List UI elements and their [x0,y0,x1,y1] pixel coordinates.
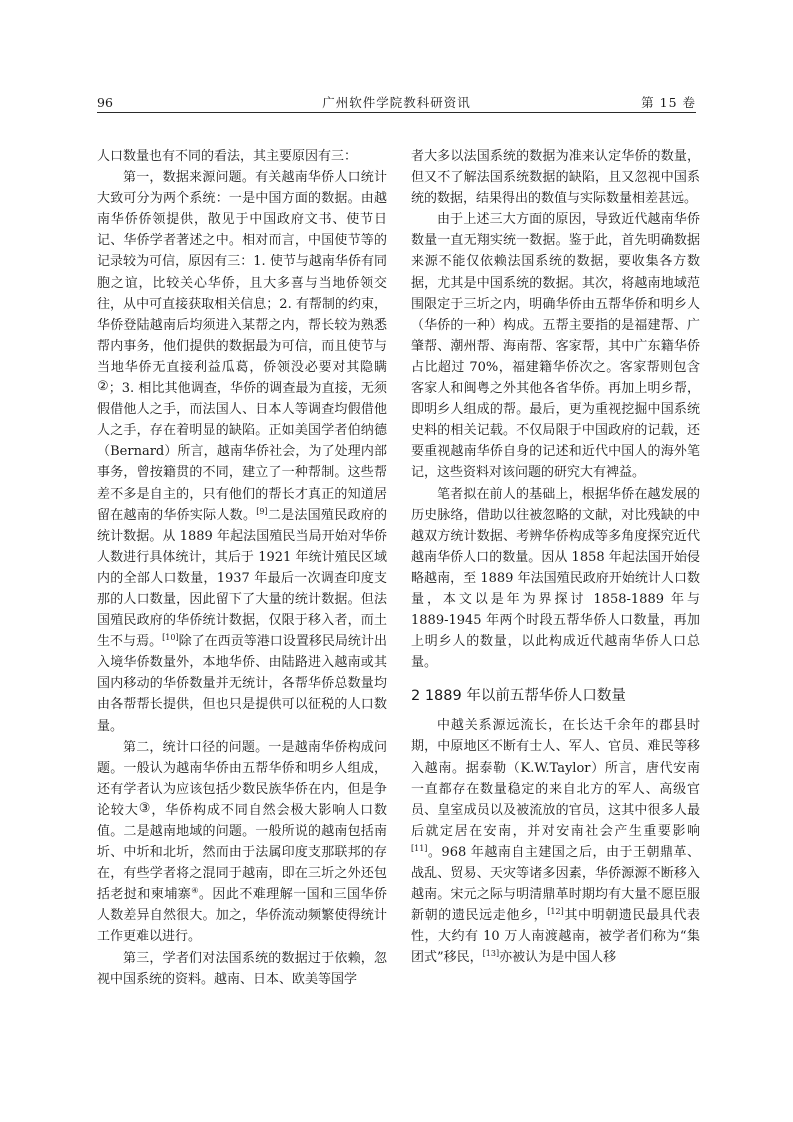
paragraph-text: 其中明朝遗民最具代表性，大约有 10 万人南渡越南，被学者们称为“集团式”移民， [411,908,700,966]
paragraph-text: 第二，统计口径的问题。一是越南华侨构成问题。一般认为越南华侨由五帮华侨和明乡人组成，还有学者认为应该包括少数民族华侨在内，但是争论较大 [97,739,387,818]
paragraph [97,167,387,737]
footnote-mark: ③ [138,800,152,816]
paragraph: 第三，学者们对法国系统的数据过于依赖，忽视中国系统的资料。越南、日本、欧美等国学 [97,950,387,987]
paragraph-text: ；3. 相比其他调查，华侨的调查最为直接，无须假借他人之手，而法国人、日本人等调查均假借他人之手，存在着明显的缺陷。正如美国学者伯纳德（Bernard）所言，越南华侨社会，为了处理内部事务，曾按籍贯的不同，建立了一种帮制。这些帮差不多是自主的，只有他们的帮长才真正的知道居留在越南的华侨实际人数。 [97,381,387,523]
paragraph-text: 二是法国殖民政府的统计数据。从 1889 年起法国殖民当局开始对华侨人数进行具体统计，其后于 1921 年统计殖民区域内的全部人口数量，1937 年最后一次调查印度支那的人口数量，因此留下了大量的统计数据。但法国殖民政府的华侨统计数据，仅限于移入者，而土生不与焉。 [97,507,387,650]
paragraph-text: ，华侨构成不同自然会极大影响人口数值。二是越南地域的问题。一般所说的越南包括南圻、中圻和北圻，然而由于法属印度支那联邦的存在，有些学者将之混同于越南，即在三圻之外还包括老挝和柬埔寨 [97,802,387,903]
volume-label: 第 15 卷 [641,95,696,110]
paragraph: 人口数量也有不同的看法，其主要原因有三： [97,149,358,164]
citation-ref: [11] [411,843,428,853]
journal-title: 广州软件学院教科研资讯 [322,95,471,110]
paragraph: 笔者拟在前人的基础上，根据华侨在越发展的历史脉络，借助以往被忽略的文献，对比残缺的中越双方统计数据、考辨华侨构成等多角度探究近代越南华侨人口的数量。因从 1858 年起法国开始侵略越南，至 1889 年法国殖民政府开始统计人口数量，本文以是年为界探讨 1858-1889 年与 1889-1945 年两个时段五帮华侨人口数量，再加上明乡人的数量，以此构成近代越南华侨人口总量。 [411,486,700,671]
paragraph-text: 。因此不难理解一国和三国华侨人数差异自然很大。加之，华侨流动频繁使得统计工作更难以进行。 [97,887,387,945]
left-column [97,146,387,990]
paragraph [411,715,700,968]
paragraph-text: 第一，数据来源问题。有关越南华侨人口统计大致可分为两个系统：一是中国方面的数据。由越南华侨侨领提供，散见于中国政府文书、使节日记、华侨学者著述之中。相对而言，中国使节等的记录较为可信，原因有三：1. 使节与越南华侨有同胞之谊，比较关心华侨，且大多喜与当地侨领交往，从中可直接获取相关信息；2. 有帮制的约束，华侨登陆越南后均须进入某帮之内，帮长较为熟悉帮内事务，他们提供的数据最为可信，而且使节与当地华侨无直接利益瓜葛，侨领没必要对其隐瞒 [97,170,387,375]
paragraph-text: 。968 年越南自主建国之后，由于王朝鼎革、战乱、贸易、天灾等诸多因素，华侨源源不断移入越南。宋元之际与明清鼎革时期均有大量不愿臣服新朝的遗民远走他乡， [411,844,700,924]
paragraph: 由于上述三大方面的原因，导致近代越南华侨数量一直无翔实统一数据。鉴于此，首先明确数据来源不能仅依赖法国系统的数据，要收集各方数据，尤其是中国系统的数据。其次，将越南地域范围限定于三圻之内，明确华侨由五帮华侨和明乡人（华侨的一种）构成。五帮主要指的是福建帮、广肇帮、潮州帮、海南帮、客家帮，其中广东籍华侨占比超过 70%，福建籍华侨次之。客家帮则包含客家人和闽粤之外其他各省华侨。再加上明乡帮，即明乡人组成的帮。最后，更为重视挖掘中国系统史料的相关记载。不仅局限于中国政府的记载，还要重视越南华侨自身的记述和近代中国人的海外笔记，这些资料对该问题的研究大有裨益。 [411,212,700,481]
citation-ref: [12] [547,907,564,917]
paragraph-text: 中越关系源远流长，在长达千余年的郡县时期，中原地区不断有士人、军人、官员、难民等移入越南。据泰勒（K.W.Taylor）所言，唐代安南一直都存在数量稳定的来自北方的军人、高级官员、皇室成员以及被流放的官员，这其中很多人最后就定居在安南，并对安南社会产生重要影响 [411,718,700,839]
footnote-mark: ② [97,379,109,395]
citation-ref: [13] [482,949,500,959]
footnote-mark: ④ [191,886,199,896]
paragraph [97,737,387,948]
paragraph-text: 除了在西贡等港口设置移民局统计出入境华侨数量外，本地华侨、由陆路进入越南或其国内移动的华侨数量并无统计，各帮华侨总数量均由各帮帮长提供，但也只是提供可以征税的人口数量。 [97,634,387,734]
paragraph-text: 亦被认为是中国人移 [499,950,617,966]
paragraph: 者大多以法国系统的数据为准来认定华侨的数量，但又不了解法国系统数据的缺陷，且又忽视中国系统的数据，结果得出的数值与实际数量相差甚远。 [411,149,700,207]
running-header [97,94,696,113]
page-number: 96 [97,95,113,110]
section-heading: 2 1889 年以前五帮华侨人口数量 [411,688,626,705]
right-column [411,146,700,968]
citation-ref: [9] [256,506,268,516]
citation-ref: [10] [162,633,179,643]
